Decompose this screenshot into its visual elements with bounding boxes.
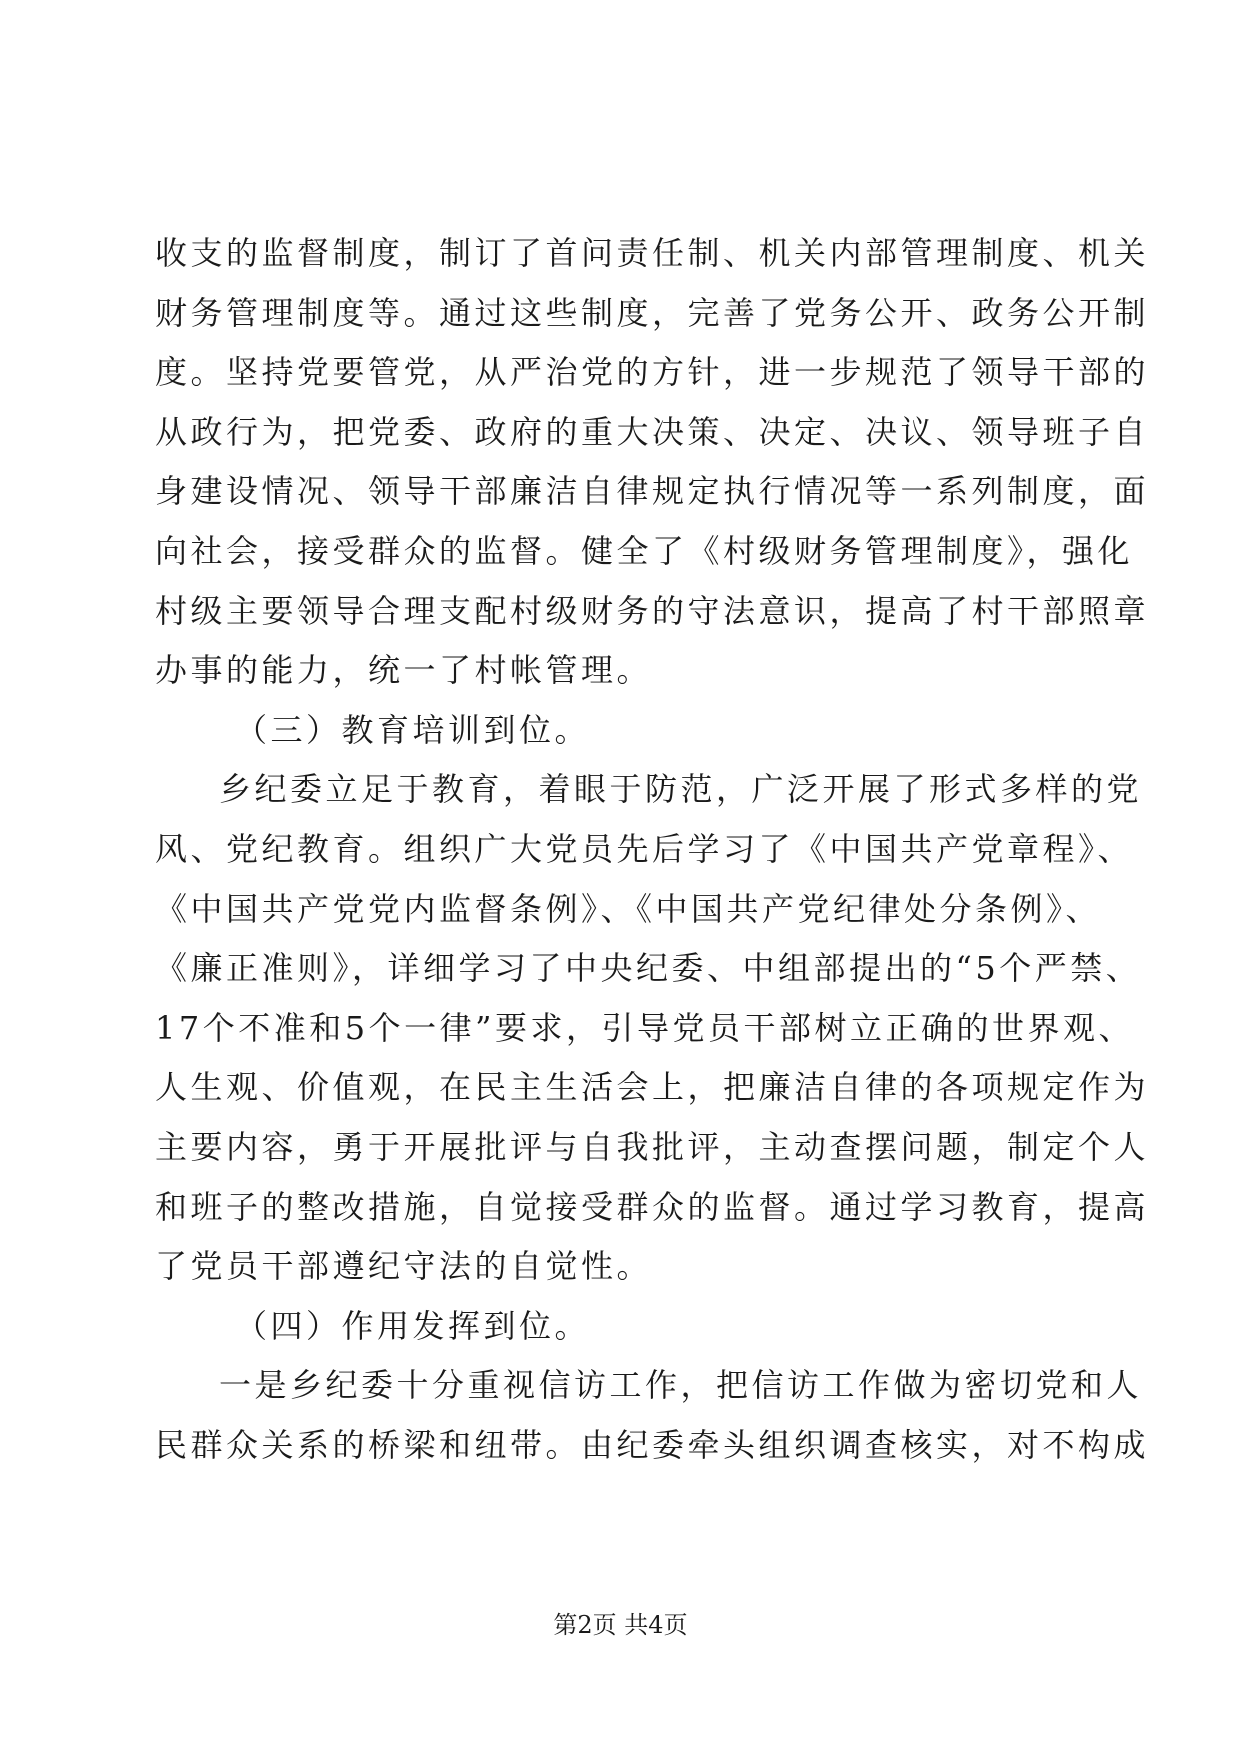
page-footer (0, 1610, 1241, 1640)
body-line: 《中国共产党党内监督条例》、《中国共产党纪律处分条例》、 (155, 889, 1102, 928)
body-line: 收支的监督制度，制订了首问责任制、机关内部管理制度、机关 (155, 234, 1150, 272)
body-line: 身建设情况、领导干部廉洁自律规定执行情况等一系列制度，面 (155, 472, 1150, 511)
body-line: 办事的能力，统一了村帐管理。 (155, 651, 653, 690)
body-line: 主要内容，勇于开展批评与自我批评，主动查摆问题，制定个人 (155, 1127, 1150, 1166)
body-line: 和班子的整改措施，自觉接受群众的监督。通过学习教育，提高 (155, 1187, 1150, 1226)
body-line: 《廉正准则》，详细学习了中央纪委、中组部提出的“5个严禁、 (155, 949, 1142, 988)
body-line: 向社会，接受群众的监督。健全了《村级财务管理制度》，强化 (155, 531, 1134, 570)
section-heading: （四）作用发挥到位。 (235, 1306, 591, 1345)
body-line: 了党员干部遵纪守法的自觉性。 (155, 1247, 653, 1286)
document-body (155, 224, 1150, 1475)
body-line: 度。坚持党要管党，从严治党的方针，进一步规范了领导干部的 (155, 353, 1150, 392)
body-line: 从政行为，把党委、政府的重大决策、决定、决议、领导班子自 (155, 412, 1150, 451)
body-line: 17个不准和5个一律”要求，引导党员干部树立正确的世界观、 (155, 1008, 1134, 1047)
body-line: 村级主要领导合理支配村级财务的守法意识，提高了村干部照章 (155, 591, 1150, 630)
body-line: 人生观、价值观，在民主生活会上，把廉洁自律的各项规定作为 (155, 1068, 1150, 1107)
body-line: 一是乡纪委十分重视信访工作，把信访工作做为密切党和人 (219, 1366, 1143, 1405)
body-line: 民群众关系的桥梁和纽带。由纪委牵头组织调查核实，对不构成 (155, 1425, 1150, 1464)
body-line: 风、党纪教育。组织广大党员先后学习了《中国共产党章程》、 (155, 829, 1134, 868)
body-line: 乡纪委立足于教育，着眼于防范，广泛开展了形式多样的党 (219, 770, 1143, 809)
page-indicator: 第2页 共4页 (553, 1611, 688, 1639)
body-line: 财务管理制度等。通过这些制度，完善了党务公开、政务公开制 (155, 293, 1150, 332)
section-heading: （三）教育培训到位。 (235, 710, 591, 749)
